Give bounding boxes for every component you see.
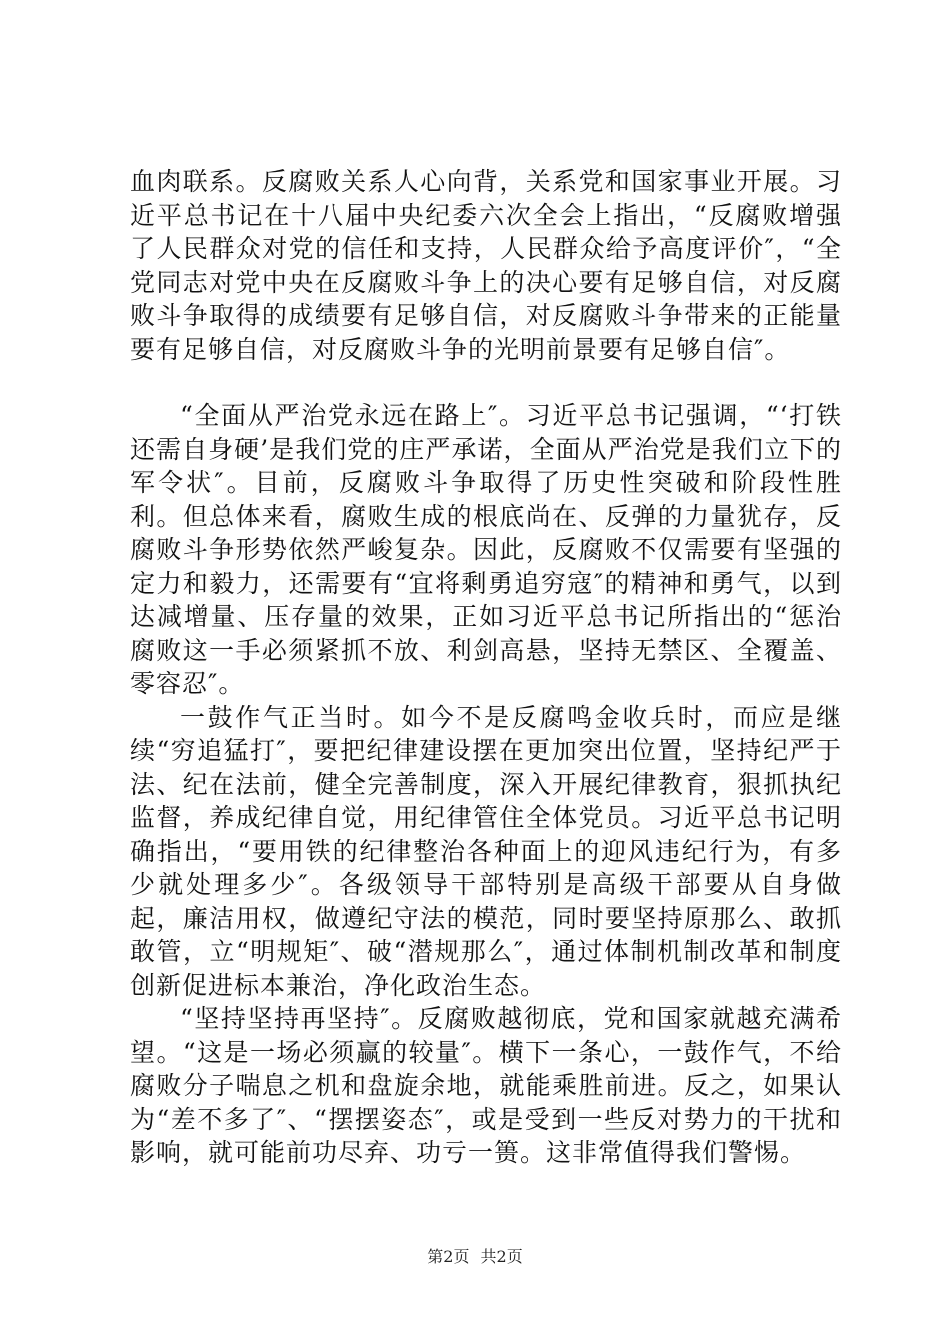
paragraph-3: 一鼓作气正当时。如今不是反腐鸣金收兵时，而应是继续“穷追猛打″，要把纪律建设摆在更加突出位置，坚持纪严于法、纪在法前，健全完善制度，深入开展纪律教育，狠抓执纪监督，养成纪律自觉，用纪律管住全体党员。习近平总书记明确指出，“要用铁的纪律整治各种面上的迎风违纪行为，有多少就处理多少″。各级领导干部特别是高级干部要从自身做起，廉洁用权，做遵纪守法的模范，同时要坚持原那么、敢抓敢管，立“明规矩″、破“潜规那么″，通过体制机制改革和制度创新促进标本兼治，净化政治生态。 (130, 702, 842, 1000)
paragraph-4: “坚持坚持再坚持″。反腐败越彻底，党和国家就越充满希望。“这是一场必须赢的较量″。横下一条心，一鼓作气，不给腐败分子喘息之机和盘旋余地，就能乘胜前进。反之，如果认为“差不多了″、“摆摆姿态″，或是受到一些反对势力的干扰和影响，就可能前功尽弃、功亏一篑。这非常值得我们警惕。 (130, 1004, 842, 1167)
paragraph-2: “全面从严治党永远在路上″。习近平总书记强调，“‘打铁还需自身硬’是我们党的庄严承诺，全面从严治党是我们立下的军令状″。目前，反腐败斗争取得了历史性突破和阶段性胜利。但总体来看，腐败生成的根底尚在、反弹的力量犹存，反腐败斗争形势依然严峻复杂。因此，反腐败不仅需要有坚强的定力和毅力，还需要有“宜将剩勇追穷寇″的精神和勇气，以到达减增量、压存量的效果，正如习近平总书记所指出的“惩治腐败这一手必须紧抓不放、利剑高悬，坚持无禁区、全覆盖、零容忍″。 (130, 401, 842, 698)
document-body (130, 165, 842, 1170)
page-total: 共2页 (480, 1247, 523, 1266)
page-number: 第2页 (427, 1247, 470, 1266)
page-footer (0, 1244, 950, 1267)
paragraph-1: 血肉联系。反腐败关系人心向背，关系党和国家事业开展。习近平总书记在十八届中央纪委六次全会上指出，“反腐败增强了人民群众对党的信任和支持，人民群众给予高度评价″，“全党同志对党中央在反腐败斗争上的决心要有足够自信，对反腐败斗争取得的成绩要有足够自信，对反腐败斗争带来的正能量要有足够自信，对反腐败斗争的光明前景要有足够自信″。 (130, 167, 842, 364)
